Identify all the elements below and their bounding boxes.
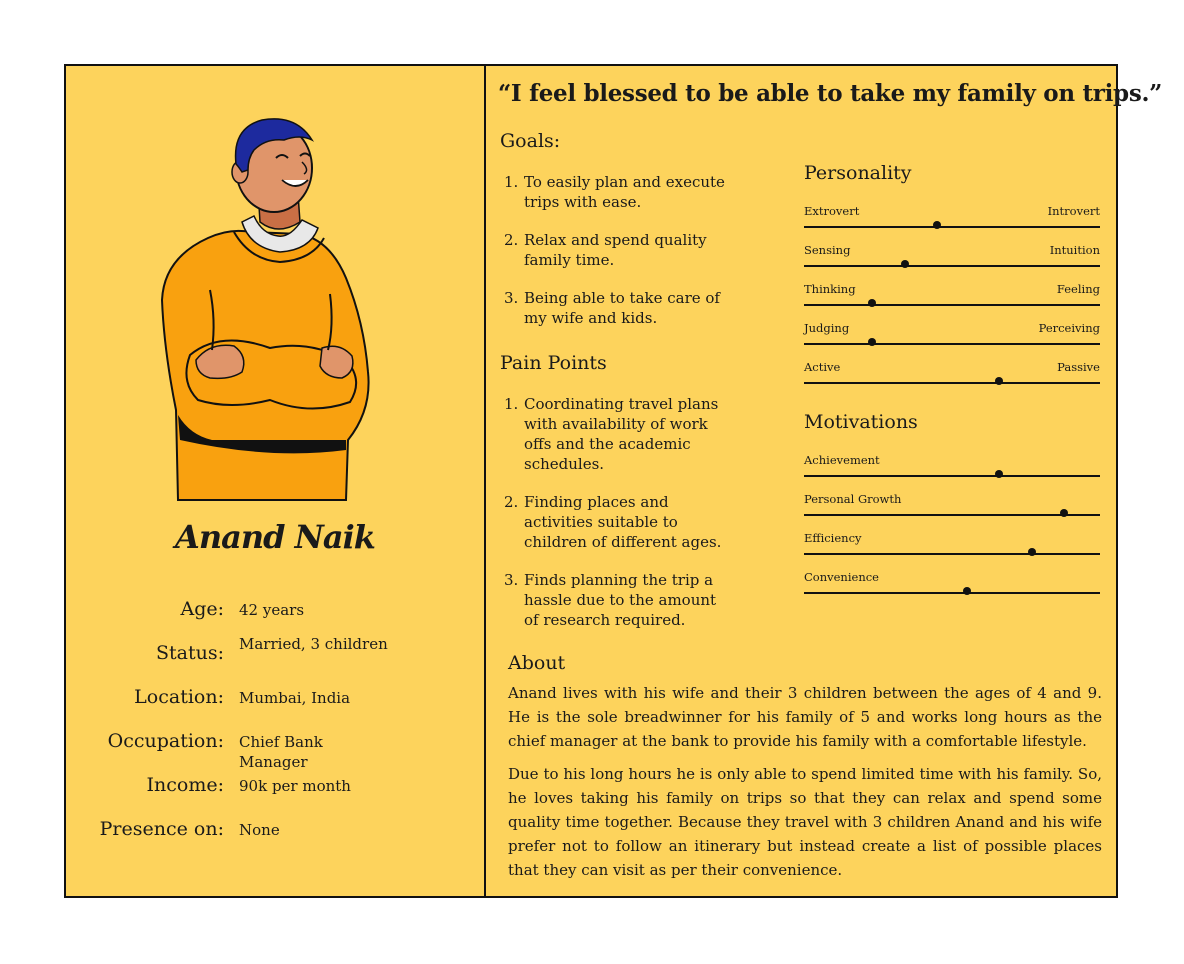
slider-right-label: Passive bbox=[1057, 360, 1100, 374]
motivation-slider-achievement bbox=[804, 453, 1100, 483]
slider-label: Efficiency bbox=[804, 531, 862, 545]
personality-slider-active-passive bbox=[804, 360, 1100, 390]
pain-points-list bbox=[500, 394, 730, 648]
slider-marker bbox=[963, 587, 971, 595]
personality-heading: Personality bbox=[804, 162, 912, 184]
slider-marker bbox=[901, 260, 909, 268]
list-item: 1. Coordinating travel plans with availability of work offs and the academic schedules. bbox=[504, 395, 719, 473]
slider-left-label: Judging bbox=[804, 321, 850, 335]
info-value: None bbox=[239, 821, 280, 839]
goals-heading: Goals: bbox=[500, 130, 561, 152]
list-item: 2. Finding places and activities suitable to children of different ages. bbox=[504, 493, 722, 551]
slider-track bbox=[804, 553, 1100, 555]
slider-label: Personal Growth bbox=[804, 492, 902, 506]
info-label: Income: bbox=[146, 774, 224, 796]
persona-quote: “I feel blessed to be able to take my family on trips.” bbox=[498, 80, 1163, 107]
slider-right-label: Intuition bbox=[1049, 243, 1100, 257]
motivation-slider-personal-growth bbox=[804, 492, 1100, 522]
pain-points-heading: Pain Points bbox=[500, 352, 607, 374]
slider-right-label: Introvert bbox=[1047, 204, 1100, 218]
info-label: Occupation: bbox=[107, 730, 224, 752]
slider-track bbox=[804, 343, 1100, 345]
info-value: 90k per month bbox=[239, 777, 351, 795]
personality-slider-thinking-feeling bbox=[804, 282, 1100, 312]
slider-right-label: Feeling bbox=[1056, 282, 1100, 296]
info-value: Mumbai, India bbox=[239, 689, 351, 707]
slider-track bbox=[804, 226, 1100, 228]
persona-name: Anand Naik bbox=[175, 518, 375, 556]
goals-list bbox=[500, 172, 730, 346]
list-item: 2. Relax and spend quality family time. bbox=[504, 231, 707, 269]
slider-track bbox=[804, 382, 1100, 384]
motivations-heading: Motivations bbox=[804, 411, 918, 433]
about-paragraph: Anand lives with his wife and their 3 children between the ages of 4 and 9. He is the sole breadwinner for his family of 5 and works long hours as the chief manager at the bank to provide his family with a comfortable lifestyle. bbox=[508, 684, 1102, 750]
info-value: Married, 3 children bbox=[239, 635, 388, 653]
about-paragraph: Due to his long hours he is only able to spend limited time with his family. So, he loves taking his family on trips so that they can relax and spend some quality time together. Because they travel with 3 children Anand and his wife prefer not to follow an itinerary but instead create a list of possible places that they can visit as per their convenience. bbox=[508, 765, 1102, 879]
persona-avatar bbox=[150, 110, 390, 505]
personality-slider-judging-perceiving bbox=[804, 321, 1100, 351]
personality-slider-extrovert-introvert bbox=[804, 204, 1100, 234]
list-item: 3. Finds planning the trip a hassle due to the amount of research required. bbox=[504, 571, 717, 629]
slider-track bbox=[804, 475, 1100, 477]
slider-track bbox=[804, 304, 1100, 306]
motivation-slider-efficiency bbox=[804, 531, 1100, 561]
slider-left-label: Extrovert bbox=[804, 204, 860, 218]
info-label: Status: bbox=[155, 642, 224, 664]
slider-label: Achievement bbox=[804, 453, 880, 467]
info-label: Age: bbox=[180, 598, 224, 620]
motivation-slider-convenience bbox=[804, 570, 1100, 600]
info-value: 42 years bbox=[239, 601, 305, 619]
slider-label: Convenience bbox=[804, 570, 879, 584]
slider-track bbox=[804, 265, 1100, 267]
slider-marker bbox=[1028, 548, 1036, 556]
info-label: Location: bbox=[134, 686, 224, 708]
info-value: Chief Bank Manager bbox=[239, 733, 323, 771]
slider-track bbox=[804, 514, 1100, 516]
column-divider bbox=[484, 64, 486, 898]
about-heading: About bbox=[508, 652, 566, 674]
slider-track bbox=[804, 592, 1100, 594]
personality-slider-sensing-intuition bbox=[804, 243, 1100, 273]
slider-left-label: Active bbox=[804, 360, 841, 374]
slider-right-label: Perceiving bbox=[1038, 321, 1100, 335]
list-item: 3. Being able to take care of my wife and kids. bbox=[504, 289, 720, 327]
info-label: Presence on: bbox=[99, 818, 224, 840]
slider-left-label: Thinking bbox=[804, 282, 856, 296]
slider-left-label: Sensing bbox=[804, 243, 851, 257]
list-item: 1. To easily plan and execute trips with ease. bbox=[504, 173, 725, 211]
